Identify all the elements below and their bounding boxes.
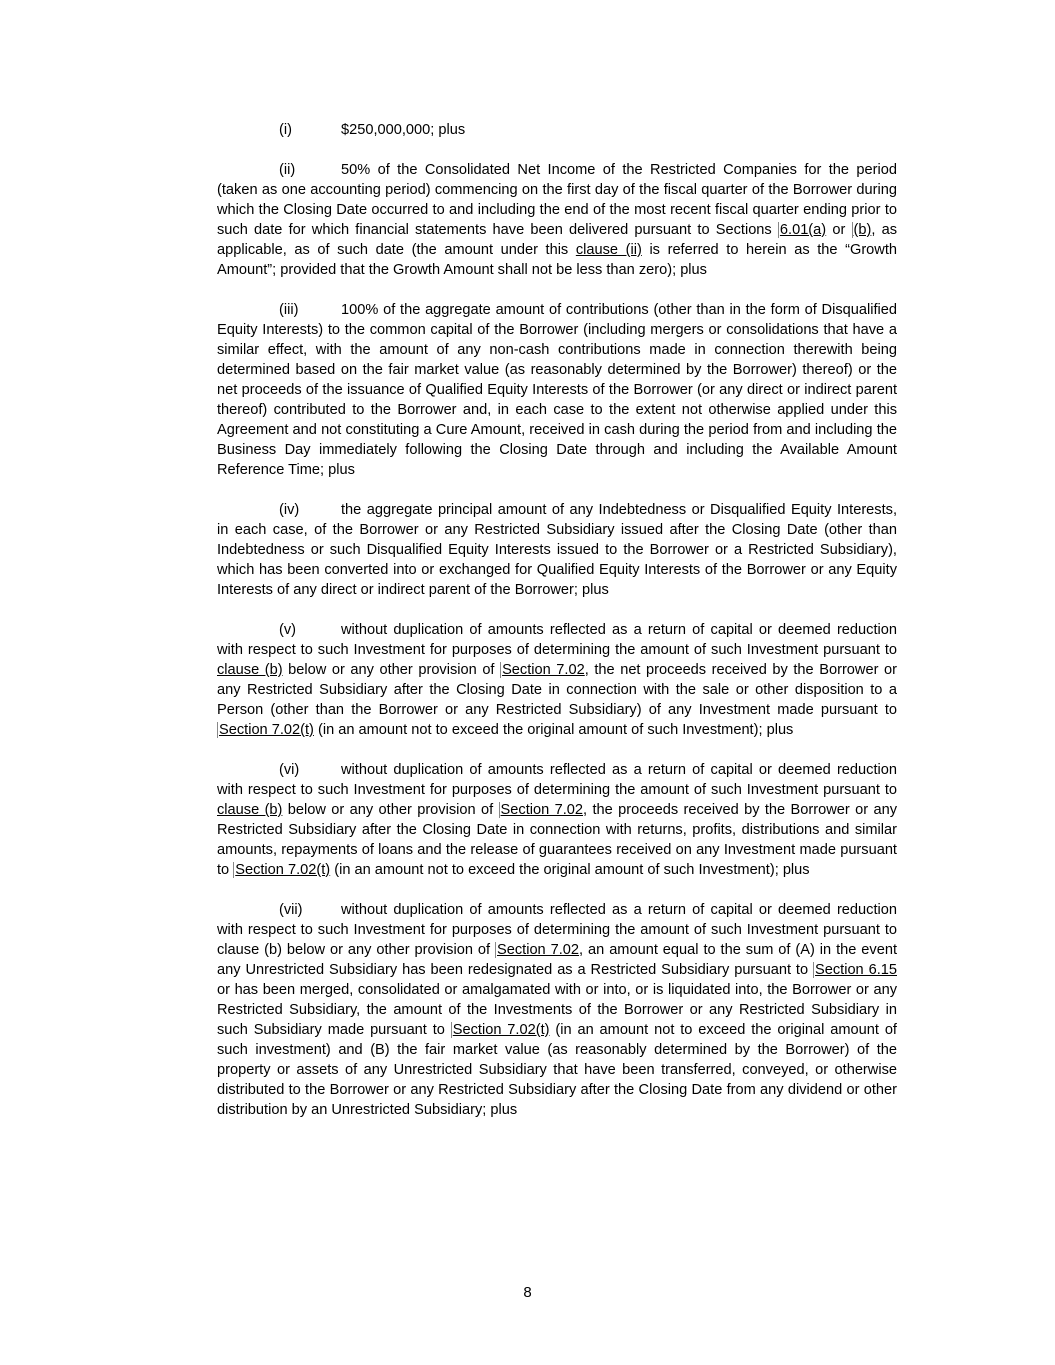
clause-iii: (iii) 100% of the aggregate amount of contributions (other than in the form of Disqualified Equity Interests) to the common capital of the Borrower (including mergers or consolidations that have a similar effect, with the amount of any non-cash contributions made in connection therewith being determined based on the fair market value (as reasonably determined by the Borrower) thereof) or the net proceeds of the issuance of Qualified Equity Interests of the Borrower (or any direct or indirect parent thereof) contributed to the Borrower and, in each case to the extent not otherwise applied under this Agreement and not constituting a Cure Amount, received in cash during the period from and including the Business Day immediately following the Closing Date through and including the Available Amount Reference Time; plus [217,302,897,478]
section-link[interactable]: (b) [853,222,872,238]
clause-link[interactable]: clause (b) [217,802,283,818]
clause-vi: (vi) without duplication of amounts reflected as a return of capital or deemed reduction with respect to such Investment for purposes of determining the amount of such Investment pursuant to clause (b) below or any other provision of Section 7.02, the proceeds received by the Borrower or any Restricted Subsidiary after the Closing Date in connection with returns, profits, distributions and similar amounts, repayments of loans and the release of guarantees received on any Investment made pursuant to Section 7.02(t) (in an amount not to exceed the original amount of such Investment); plus [217,762,898,878]
document-body [217,120,897,1140]
section-link[interactable]: Section 7.02(t) [452,1022,550,1038]
clause-link[interactable]: clause (ii) [575,242,642,258]
clause-ii: (ii) 50% of the Consolidated Net Income of the Restricted Companies for the period (taken as one accounting period) commencing on the first day of the fiscal quarter of the Borrower during which the Closing Date occurred to and including the end of the most recent fiscal quarter ending prior to such date for which financial statements have been delivered pursuant to Sections 6.01(a) or (b), as applicable, as of such date (the amount under this clause (ii) is referred to herein as the “Growth Amount”; provided that the Growth Amount shall not be less than zero); plus [217,162,898,278]
section-link[interactable]: Section 7.02(t) [219,722,314,738]
section-link[interactable]: Section 6.15 [815,962,897,978]
clause-v: (v) without duplication of amounts reflected as a return of capital or deemed reduction with respect to such Investment for purposes of determining the amount of such Investment pursuant to clause (b) below or any other provision of Section 7.02, the net proceeds received by the Borrower or any Restricted Subsidiary after the Closing Date in connection with the sale or other disposition to a Person (other than the Borrower or any Restricted Subsidiary) of any Investment made pursuant to Section 7.02(t) (in an amount not to exceed the original amount of such Investment); plus [217,622,897,738]
page-number: 8 [523,1284,532,1301]
clause-vii: (vii) without duplication of amounts reflected as a return of capital or deemed reduction with respect to such Investment for purposes of determining the amount of such Investment pursuant to clause (b) below or any other provision of Section 7.02, an amount equal to the sum of (A) in the event any Unrestricted Subsidiary has been redesignated as a Restricted Subsidiary pursuant to Section 6.15 or has been merged, consolidated or amalgamated with or into, or is liquidated into, the Borrower or any Restricted Subsidiary, the amount of the Investments of the Borrower or any Restricted Subsidiary in such Subsidiary made pursuant to Section 7.02(t) (in an amount not to exceed the original amount of such investment) and (B) the fair market value (as reasonably determined by the Borrower) of the property or assets of any Unrestricted Subsidiary that have been transferred, conveyed, or otherwise distributed to the Borrower or any Restricted Subsidiary after the Closing Date from any dividend or other distribution by an Unrestricted Subsidiary; plus [217,902,898,1118]
section-link[interactable]: Section 7.02 [497,942,580,958]
section-link[interactable]: Section 7.02 [500,802,584,818]
clause-link[interactable]: clause (b) [217,662,283,678]
clause-iv: (iv) the aggregate principal amount of any Indebtedness or Disqualified Equity Interests, in each case, of the Borrower or any Restricted Subsidiary issued after the Closing Date (other than Indebtedness or such Disqualified Equity Interests issued to the Borrower or a Restricted Subsidiary), which has been converted into or exchanged for Qualified Equity Interests of the Borrower or any Equity Interests of any direct or indirect parent of the Borrower; plus [217,502,897,598]
section-link[interactable]: 6.01(a) [779,222,827,238]
section-link[interactable]: Section 7.02 [502,662,585,678]
section-link[interactable]: Section 7.02(t) [235,862,331,878]
clause-i: (i) $250,000,000; plus [279,122,466,138]
